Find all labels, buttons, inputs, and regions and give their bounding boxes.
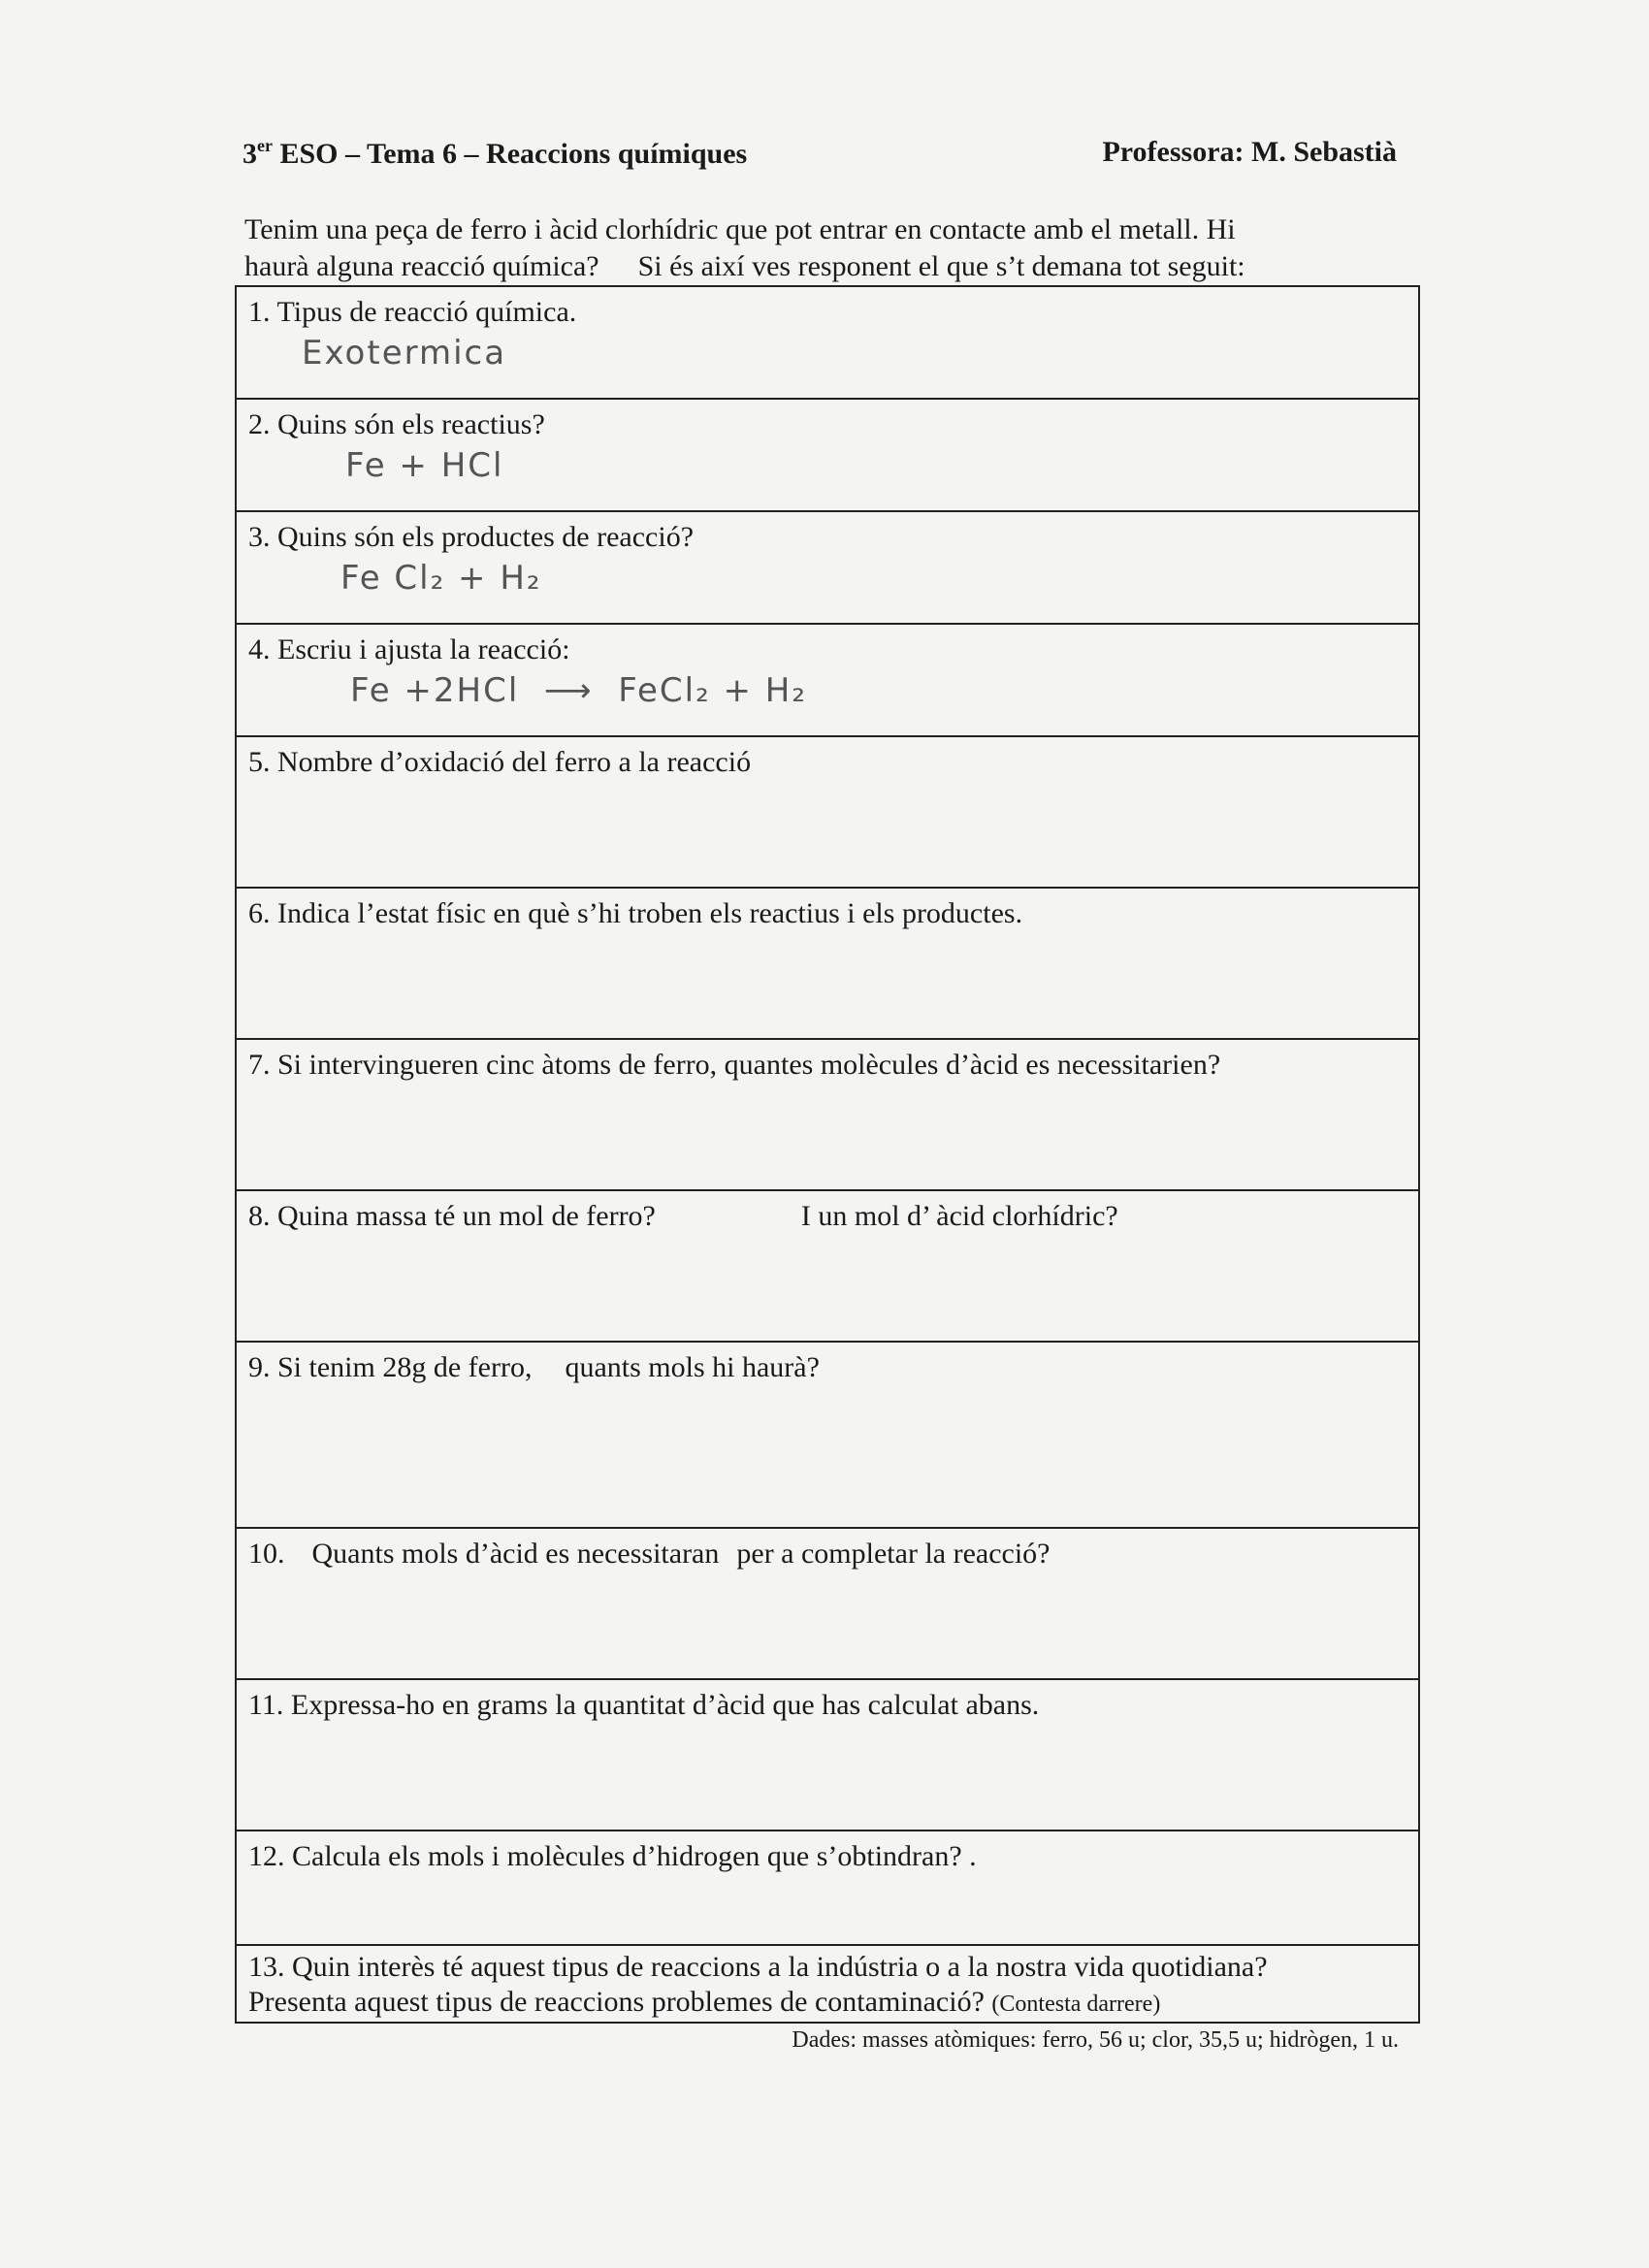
question-row-1 [236, 286, 1419, 399]
question-3-text: 3. Quins són els productes de reacció? [248, 521, 695, 553]
answer-1-handwritten[interactable]: Exotermica [302, 334, 507, 373]
question-9a-text: 9. Si tenim 28g de ferro, [248, 1351, 533, 1383]
question-6-text[interactable]: 6. Indica l’estat físic en què s’hi troben els reactius i els productes. [236, 888, 1419, 1039]
atomic-masses-note: Dades: masses atòmiques: ferro, 56 u; clor, 35,5 u; hidrògen, 1 u. [792, 2027, 1399, 2053]
question-row-7 [236, 1039, 1419, 1190]
question-11-text[interactable]: 11. Expressa-ho en grams la quantitat d’àcid que has calculat abans. [236, 1679, 1419, 1831]
question-row-6 [236, 888, 1419, 1039]
question-12-text[interactable]: 12. Calcula els mols i molècules d’hidrogen que s’obtindran? . [236, 1831, 1419, 1945]
question-row-2 [236, 399, 1419, 511]
grade-superscript: er [257, 136, 273, 155]
question-2-text: 2. Quins són els reactius? [248, 408, 545, 440]
question-row-9 [236, 1342, 1419, 1528]
answer-2-handwritten[interactable]: Fe + HCl [345, 446, 504, 485]
question-13-line-1: 13. Quin interès té aquest tipus de reaccions a la indústria o a la nostra vida quotidiana? [248, 1951, 1268, 1983]
question-row-3 [236, 511, 1419, 624]
question-10b-text: per a completar la reacció? [736, 1538, 1051, 1570]
question-row-11 [236, 1679, 1419, 1831]
question-1-text: 1. Tipus de reacció química. [248, 296, 577, 328]
question-7-text[interactable]: 7. Si intervingueren cinc àtoms de ferro, quantes molècules d’àcid es necessitarien? [236, 1039, 1419, 1190]
question-4-text: 4. Escriu i ajusta la reacció: [248, 633, 570, 665]
question-5-text[interactable]: 5. Nombre d’oxidació del ferro a la reacció [236, 736, 1419, 888]
question-row-5 [236, 736, 1419, 888]
intro-paragraph [244, 211, 1408, 285]
question-8a-text: 8. Quina massa té un mol de ferro? [248, 1200, 656, 1232]
question-9b-text: quants mols hi haurà? [565, 1351, 820, 1383]
answer-4-handwritten[interactable]: Fe +2HCl ⟶ FeCl₂ + H₂ [350, 671, 807, 710]
question-10a-text: Quants mols d’àcid es necessitaran [311, 1538, 720, 1570]
question-8b-text: I un mol d’ àcid clorhídric? [800, 1200, 1118, 1232]
question-row-13 [236, 1945, 1419, 2023]
questions-table [235, 285, 1420, 2024]
question-13-note: (Contesta darrere) [991, 1992, 1161, 2017]
course-title: 3er ESO – Tema 6 – Reaccions químiques [242, 136, 748, 170]
question-row-8 [236, 1190, 1419, 1342]
question-row-10 [236, 1528, 1419, 1679]
question-row-4 [236, 624, 1419, 736]
question-row-12 [236, 1831, 1419, 1945]
intro-line-2: haurà alguna reacció química? Si és així ves responent el que s’t demana tot seguit: [244, 250, 1245, 282]
teacher-name: Professora: M. Sebastià [1102, 136, 1397, 168]
answer-3-handwritten[interactable]: Fe Cl₂ + H₂ [340, 559, 542, 598]
question-10-number: 10. [248, 1538, 285, 1570]
intro-line-1: Tenim una peça de ferro i àcid clorhídric que pot entrar en contacte amb el metall. Hi [244, 213, 1236, 245]
question-13-line-2: Presenta aquest tipus de reaccions problemes de contaminació? (Contesta darrere) [248, 1986, 1161, 2018]
